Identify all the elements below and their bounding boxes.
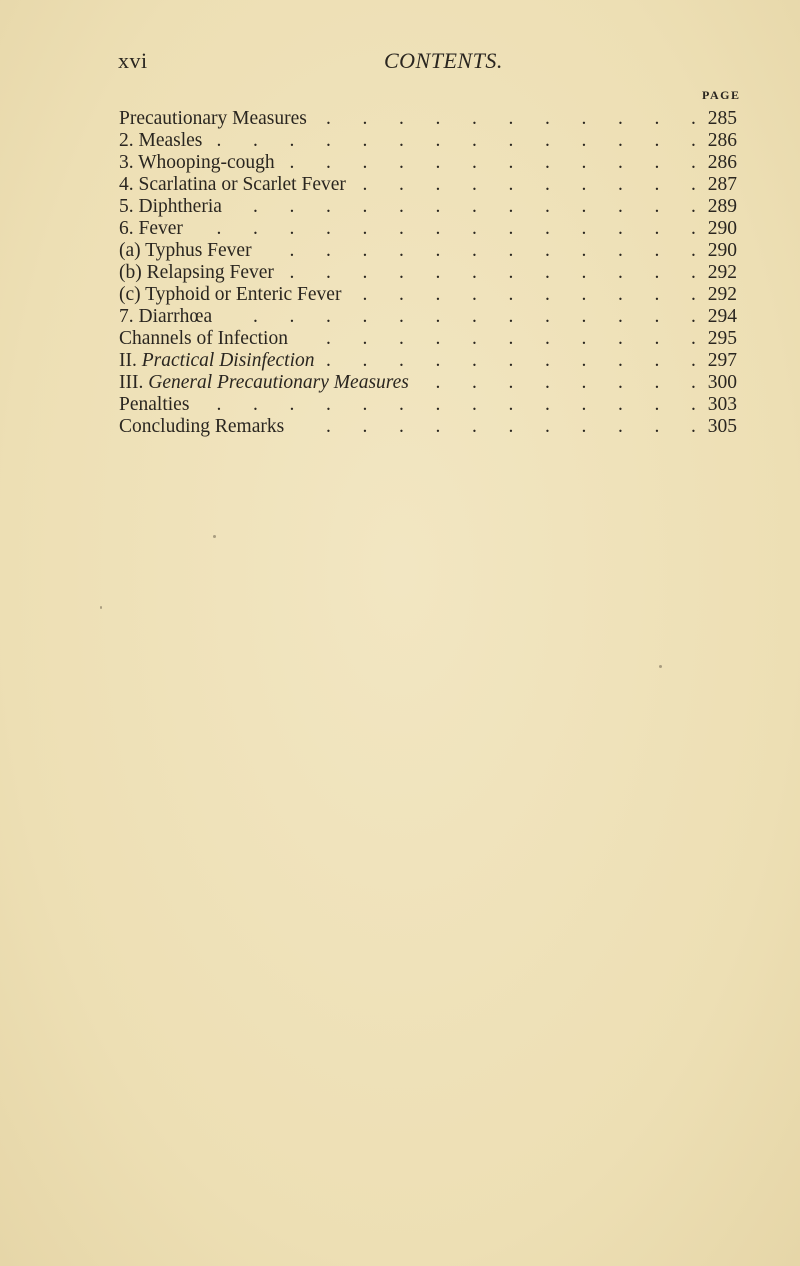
leader-dot: . [362,196,368,217]
toc-entry-text: Typhoid or Enteric Fever [145,284,342,305]
leader-dot: . [472,174,477,195]
toc-entry-title [119,262,274,284]
leader-dot: . [472,284,477,305]
toc-entry [119,262,769,284]
leader-dot: . [654,152,660,173]
leader-dot: . [362,152,368,173]
leader-dot: . [581,416,587,437]
leader-dot: . [216,130,222,151]
leader-dot: . [545,130,550,151]
leader-dot: . [618,328,623,349]
leader-dot: . [545,108,550,129]
leader-dot: . [289,306,295,327]
leader-dot: . [581,108,587,129]
leader-dot: . [399,262,404,283]
toc-entry-page: 300 [707,372,737,393]
leader-dot: . [472,394,477,415]
leader-dot: . [545,262,550,283]
leader-dot: . [253,306,258,327]
toc-entry-title [119,350,315,372]
toc-entry-label: (b) [119,262,147,283]
toc-entry-title [119,306,212,328]
toc-entry-text: Diphtheria [138,196,222,217]
toc-entry-text: Typhus Fever [145,240,252,261]
leader-dot: . [326,130,331,151]
leader-dot: . [289,130,295,151]
toc-entry [119,196,769,218]
leader-dot: . [508,350,514,371]
toc-entry-text: Measles [138,130,203,151]
leader-dot: . [435,394,441,415]
leader-dot: . [691,240,696,261]
leader-dot: . [472,240,477,261]
toc-entry-page: 290 [707,218,737,239]
table-of-contents [119,108,769,438]
leader-dot: . [435,196,441,217]
toc-entry [119,174,769,196]
leader-dot: . [289,152,295,173]
leader-dot: . [618,152,623,173]
leader-dot: . [399,152,404,173]
leader-dot: . [435,328,441,349]
leader-dot: . [362,394,368,415]
running-title: CONTENTS. [384,48,503,73]
leader-dot: . [289,218,295,239]
toc-entry [119,394,769,416]
leader-dot: . [326,262,331,283]
leader-dot: . [326,306,331,327]
leader-dot: . [362,130,368,151]
leader-dot: . [472,416,477,437]
toc-entry [119,108,769,130]
leader-dot: . [435,108,441,129]
leader-dot: . [508,262,514,283]
leader-dot: . [618,174,623,195]
leader-dot: . [326,328,331,349]
leader-dot: . [618,240,623,261]
leader-dot: . [253,130,258,151]
leader-dot: . [472,262,477,283]
leader-dot: . [435,306,441,327]
leader-dot: . [362,416,368,437]
toc-entry-text: Practical Disinfection [141,350,315,371]
toc-entry-title [119,328,288,350]
leader-dot: . [654,416,660,437]
leader-dot: . [545,174,550,195]
dot-leaders [119,218,753,240]
toc-entry-page: 292 [707,262,737,283]
leader-dot: . [253,394,258,415]
toc-entry-text: General Precautionary Measures [148,372,409,393]
leader-dot: . [399,328,404,349]
leader-dot: . [289,240,295,261]
toc-entry [119,350,769,372]
leader-dot: . [508,306,514,327]
leader-dot: . [399,174,404,195]
leader-dot: . [691,284,696,305]
leader-dot: . [253,196,258,217]
leader-dot: . [472,372,477,393]
leader-dot: . [654,240,660,261]
toc-entry-title [119,394,189,416]
toc-entry-page: 305 [707,416,737,437]
leader-dot: . [253,218,258,239]
leader-dot: . [216,394,222,415]
toc-entry-title [119,416,284,438]
leader-dot: . [581,218,587,239]
leader-dot: . [618,284,623,305]
toc-entry-page: 303 [707,394,737,415]
leader-dot: . [399,394,404,415]
leader-dot: . [654,108,660,129]
toc-entry [119,240,769,262]
dot-leaders [119,306,753,328]
leader-dot: . [472,350,477,371]
leader-dot: . [472,196,477,217]
page-column-heading: PAGE [702,88,741,102]
leader-dot: . [581,350,587,371]
leader-dot: . [654,350,660,371]
leader-dot: . [326,240,331,261]
toc-entry-label: 4. [119,174,139,195]
leader-dot: . [545,372,550,393]
leader-dot: . [618,196,623,217]
leader-dot: . [326,218,331,239]
leader-dot: . [691,108,696,129]
leader-dot: . [399,306,404,327]
toc-entry [119,152,769,174]
leader-dot: . [472,108,477,129]
toc-entry [119,306,769,328]
leader-dot: . [618,394,623,415]
toc-entry-title [119,284,341,306]
leader-dot: . [399,416,404,437]
leader-dot: . [545,394,550,415]
leader-dot: . [618,108,623,129]
folio-page-number: xvi [118,48,148,73]
leader-dot: . [654,262,660,283]
leader-dot: . [581,306,587,327]
leader-dot: . [618,262,623,283]
leader-dot: . [691,218,696,239]
leader-dot: . [399,196,404,217]
toc-entry [119,218,769,240]
toc-entry-text: Penalties [119,394,190,415]
toc-entry-page: 290 [707,240,737,261]
leader-dot: . [435,174,441,195]
leader-dot: . [508,394,514,415]
leader-dot: . [326,152,331,173]
leader-dot: . [618,350,623,371]
toc-entry-label: 2. [119,130,139,151]
leader-dot: . [472,328,477,349]
leader-dot: . [508,218,514,239]
leader-dot: . [399,284,404,305]
leader-dot: . [326,350,331,371]
leader-dot: . [581,372,587,393]
leader-dot: . [508,174,514,195]
leader-dot: . [545,350,550,371]
leader-dot: . [545,218,550,239]
leader-dot: . [435,130,441,151]
leader-dot: . [326,394,331,415]
leader-dot: . [472,152,477,173]
leader-dot: . [399,350,404,371]
leader-dot: . [399,218,404,239]
leader-dot: . [508,130,514,151]
toc-entry-label: 3. [119,152,139,173]
toc-entry-label: 6. [119,218,139,239]
leader-dot: . [654,394,660,415]
leader-dot: . [691,262,696,283]
leader-dot: . [581,240,587,261]
leader-dot: . [362,350,368,371]
leader-dot: . [545,284,550,305]
leader-dot: . [545,196,550,217]
leader-dot: . [362,218,368,239]
toc-entry [119,284,769,306]
leader-dot: . [581,262,587,283]
leader-dot: . [435,284,441,305]
toc-entry-text: Concluding Remarks [119,416,285,437]
leader-dot: . [508,240,514,261]
leader-dot: . [581,152,587,173]
leader-dot: . [362,262,368,283]
leader-dot: . [581,328,587,349]
leader-dot: . [581,130,587,151]
leader-dot: . [545,328,550,349]
dot-leaders [119,130,753,152]
leader-dot: . [654,196,660,217]
leader-dot: . [289,394,295,415]
toc-entry-text: Scarlatina or Scarlet Fever [138,174,346,195]
leader-dot: . [654,306,660,327]
toc-entry-title [119,372,409,394]
toc-entry-page: 295 [707,328,737,349]
paper-speck [213,535,216,538]
leader-dot: . [618,372,623,393]
leader-dot: . [399,240,404,261]
leader-dot: . [691,372,696,393]
leader-dot: . [399,130,404,151]
toc-entry-page: 289 [707,196,737,217]
leader-dot: . [435,372,441,393]
leader-dot: . [581,284,587,305]
leader-dot: . [654,218,660,239]
leader-dot: . [472,130,477,151]
leader-dot: . [618,416,623,437]
leader-dot: . [581,394,587,415]
leader-dot: . [581,196,587,217]
paper-speck [100,606,102,609]
leader-dot: . [691,152,696,173]
leader-dot: . [654,284,660,305]
leader-dot: . [618,218,623,239]
dot-leaders [119,394,753,416]
leader-dot: . [508,196,514,217]
leader-dot: . [545,306,550,327]
leader-dot: . [362,108,368,129]
leader-dot: . [435,262,441,283]
toc-entry-text: Precautionary Measures [119,108,307,129]
toc-entry [119,130,769,152]
leader-dot: . [654,174,660,195]
toc-entry-text: Channels of Infection [119,328,288,349]
leader-dot: . [362,306,368,327]
toc-entry-title [119,130,202,152]
leader-dot: . [691,130,696,151]
toc-entry [119,416,769,438]
toc-entry-page: 287 [707,174,737,195]
leader-dot: . [399,108,404,129]
leader-dot: . [545,152,550,173]
toc-entry-text: Fever [138,218,183,239]
toc-entry-page: 285 [707,108,737,129]
leader-dot: . [326,416,331,437]
toc-entry-page: 286 [707,152,737,173]
leader-dot: . [691,196,696,217]
leader-dot: . [508,416,514,437]
leader-dot: . [435,218,441,239]
leader-dot: . [545,416,550,437]
leader-dot: . [508,152,514,173]
leader-dot: . [435,416,441,437]
leader-dot: . [654,130,660,151]
leader-dot: . [508,108,514,129]
leader-dot: . [691,394,696,415]
toc-entry-text: Whooping-cough [138,152,275,173]
toc-entry-label: II. [119,350,142,371]
paper-speck [659,665,662,668]
leader-dot: . [654,372,660,393]
page-header [118,48,758,78]
leader-dot: . [435,240,441,261]
toc-entry-label: (c) [119,284,146,305]
toc-entry-title [119,240,252,262]
toc-entry-page: 292 [707,284,737,305]
toc-entry-text: Diarrhœa [138,306,213,327]
leader-dot: . [362,284,368,305]
leader-dot: . [289,196,295,217]
leader-dot: . [691,416,696,437]
leader-dot: . [618,306,623,327]
leader-dot: . [545,240,550,261]
leader-dot: . [472,218,477,239]
leader-dot: . [581,174,587,195]
leader-dot: . [289,262,295,283]
toc-entry-title [119,108,307,130]
toc-entry-page: 294 [707,306,737,327]
leader-dot: . [618,130,623,151]
leader-dot: . [362,328,368,349]
leader-dot: . [326,108,331,129]
leader-dot: . [362,174,368,195]
leader-dot: . [691,328,696,349]
toc-entry-label: III. [119,372,149,393]
leader-dot: . [691,174,696,195]
toc-entry-text: Relapsing Fever [146,262,274,283]
leader-dot: . [691,306,696,327]
leader-dot: . [691,350,696,371]
leader-dot: . [435,152,441,173]
leader-dot: . [508,372,514,393]
toc-entry-title [119,152,275,174]
toc-entry-title [119,196,222,218]
leader-dot: . [326,196,331,217]
toc-entry [119,372,769,394]
toc-entry-title [119,174,346,196]
toc-entry-page: 286 [707,130,737,151]
leader-dot: . [362,240,368,261]
toc-entry-title [119,218,183,240]
toc-entry-page: 297 [707,350,737,371]
leader-dot: . [216,218,222,239]
leader-dot: . [508,284,514,305]
leader-dot: . [472,306,477,327]
toc-entry-label: (a) [119,240,146,261]
toc-entry-label: 5. [119,196,139,217]
leader-dot: . [654,328,660,349]
leader-dot: . [435,350,441,371]
toc-entry-label: 7. [119,306,139,327]
toc-entry [119,328,769,350]
leader-dot: . [508,328,514,349]
